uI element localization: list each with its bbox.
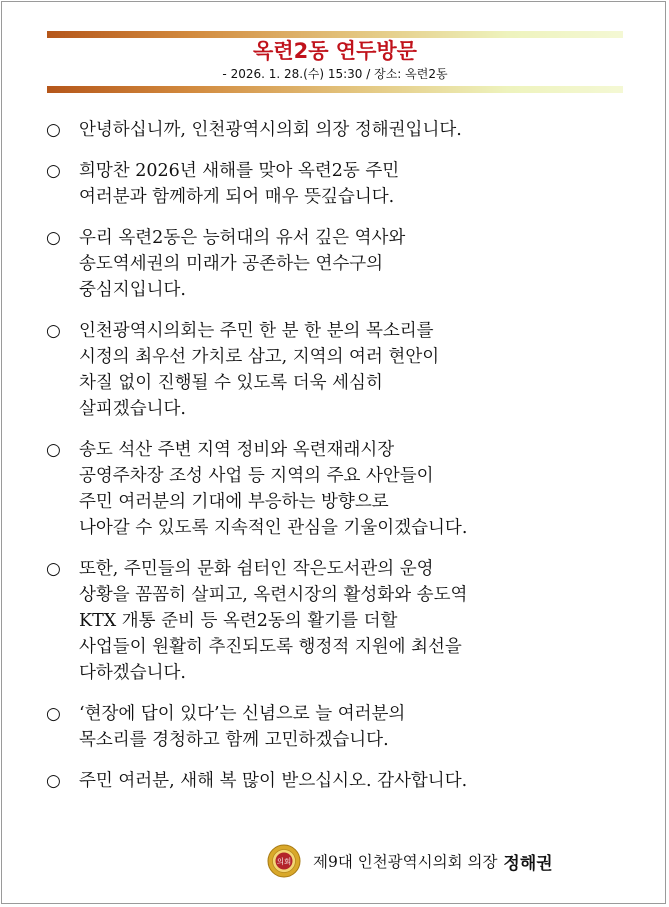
bullet-circle-icon: ○ <box>46 321 61 341</box>
paragraph-line: 다하겠습니다. <box>79 663 186 683</box>
signature-block <box>267 843 553 879</box>
paragraph-line: 중심지입니다. <box>79 280 186 300</box>
paragraph-line: 여러분과 함께하게 되어 매우 뜻깊습니다. <box>79 187 395 207</box>
seal-text: 의회 <box>276 857 292 866</box>
speech-paragraph <box>46 437 626 541</box>
paragraph-line: 차질 없이 진행될 수 있도록 더욱 세심히 <box>79 373 383 393</box>
page-title: 옥련2동 연두방문 <box>253 39 417 63</box>
speech-body <box>46 117 626 809</box>
paragraph-line: KTX 개통 준비 등 옥련2동의 활기를 더할 <box>79 611 398 631</box>
speech-paragraph <box>46 225 626 303</box>
speech-paragraph <box>46 318 626 422</box>
paragraph-line: 상황을 꼼꼼히 살피고, 옥련시장의 활성화와 송도역 <box>79 585 468 605</box>
bullet-circle-icon: ○ <box>46 559 61 579</box>
paragraph-line: 사업들이 원활히 추진되도록 행정적 지원에 최선을 <box>79 637 462 657</box>
paragraph-line: 송도 석산 주변 지역 정비와 옥련재래시장 <box>79 440 395 460</box>
signer-title: 제9대 인천광역시의회 의장 <box>313 853 498 871</box>
paragraph-line: 또한, 주민들의 문화 쉼터인 작은도서관의 운영 <box>79 559 434 579</box>
speech-paragraph <box>46 701 626 753</box>
paragraph-line: 우리 옥련2동은 능허대의 유서 깊은 역사와 <box>79 228 406 248</box>
paragraph-line: 안녕하십니까, 인천광역시의회 의장 정해권입니다. <box>79 120 462 140</box>
header-top-bar <box>47 31 623 38</box>
paragraph-line: 시정의 최우선 가치로 삼고, 지역의 여러 현안이 <box>79 347 440 367</box>
speech-paragraph <box>46 117 626 143</box>
bullet-circle-icon: ○ <box>46 771 61 791</box>
page-subtitle: - 2026. 1. 28.(수) 15:30 / 장소: 옥련2동 <box>222 67 448 81</box>
paragraph-line: 나아갈 수 있도록 지속적인 관심을 기울이겠습니다. <box>79 518 468 538</box>
paragraph-line: 인천광역시의회는 주민 한 분 한 분의 목소리를 <box>79 321 434 341</box>
speech-paragraph <box>46 768 626 794</box>
bullet-circle-icon: ○ <box>46 228 61 248</box>
bullet-circle-icon: ○ <box>46 120 61 140</box>
bullet-circle-icon: ○ <box>46 440 61 460</box>
speech-paragraph <box>46 556 626 686</box>
signer-name: 정해권 <box>503 853 553 874</box>
paragraph-line: 주민 여러분, 새해 복 많이 받으십시오. 감사합니다. <box>79 771 468 791</box>
speech-paragraph <box>46 158 626 210</box>
paragraph-line: 주민 여러분의 기대에 부응하는 방향으로 <box>79 492 389 512</box>
bullet-circle-icon: ○ <box>46 161 61 181</box>
paragraph-line: 목소리를 경청하고 함께 고민하겠습니다. <box>79 730 389 750</box>
paragraph-line: ‘현장에 답이 있다’는 신념으로 늘 여러분의 <box>79 704 406 724</box>
paragraph-line: 살피겠습니다. <box>79 399 186 419</box>
paragraph-line: 희망찬 2026년 새해를 맞아 옥련2동 주민 <box>79 161 400 181</box>
header-bottom-bar <box>47 86 623 93</box>
bullet-circle-icon: ○ <box>46 704 61 724</box>
paragraph-line: 송도역세권의 미래가 공존하는 연수구의 <box>79 254 384 274</box>
paragraph-line: 공영주차장 조성 사업 등 지역의 주요 사안들이 <box>79 466 434 486</box>
council-seal-icon <box>267 844 301 878</box>
